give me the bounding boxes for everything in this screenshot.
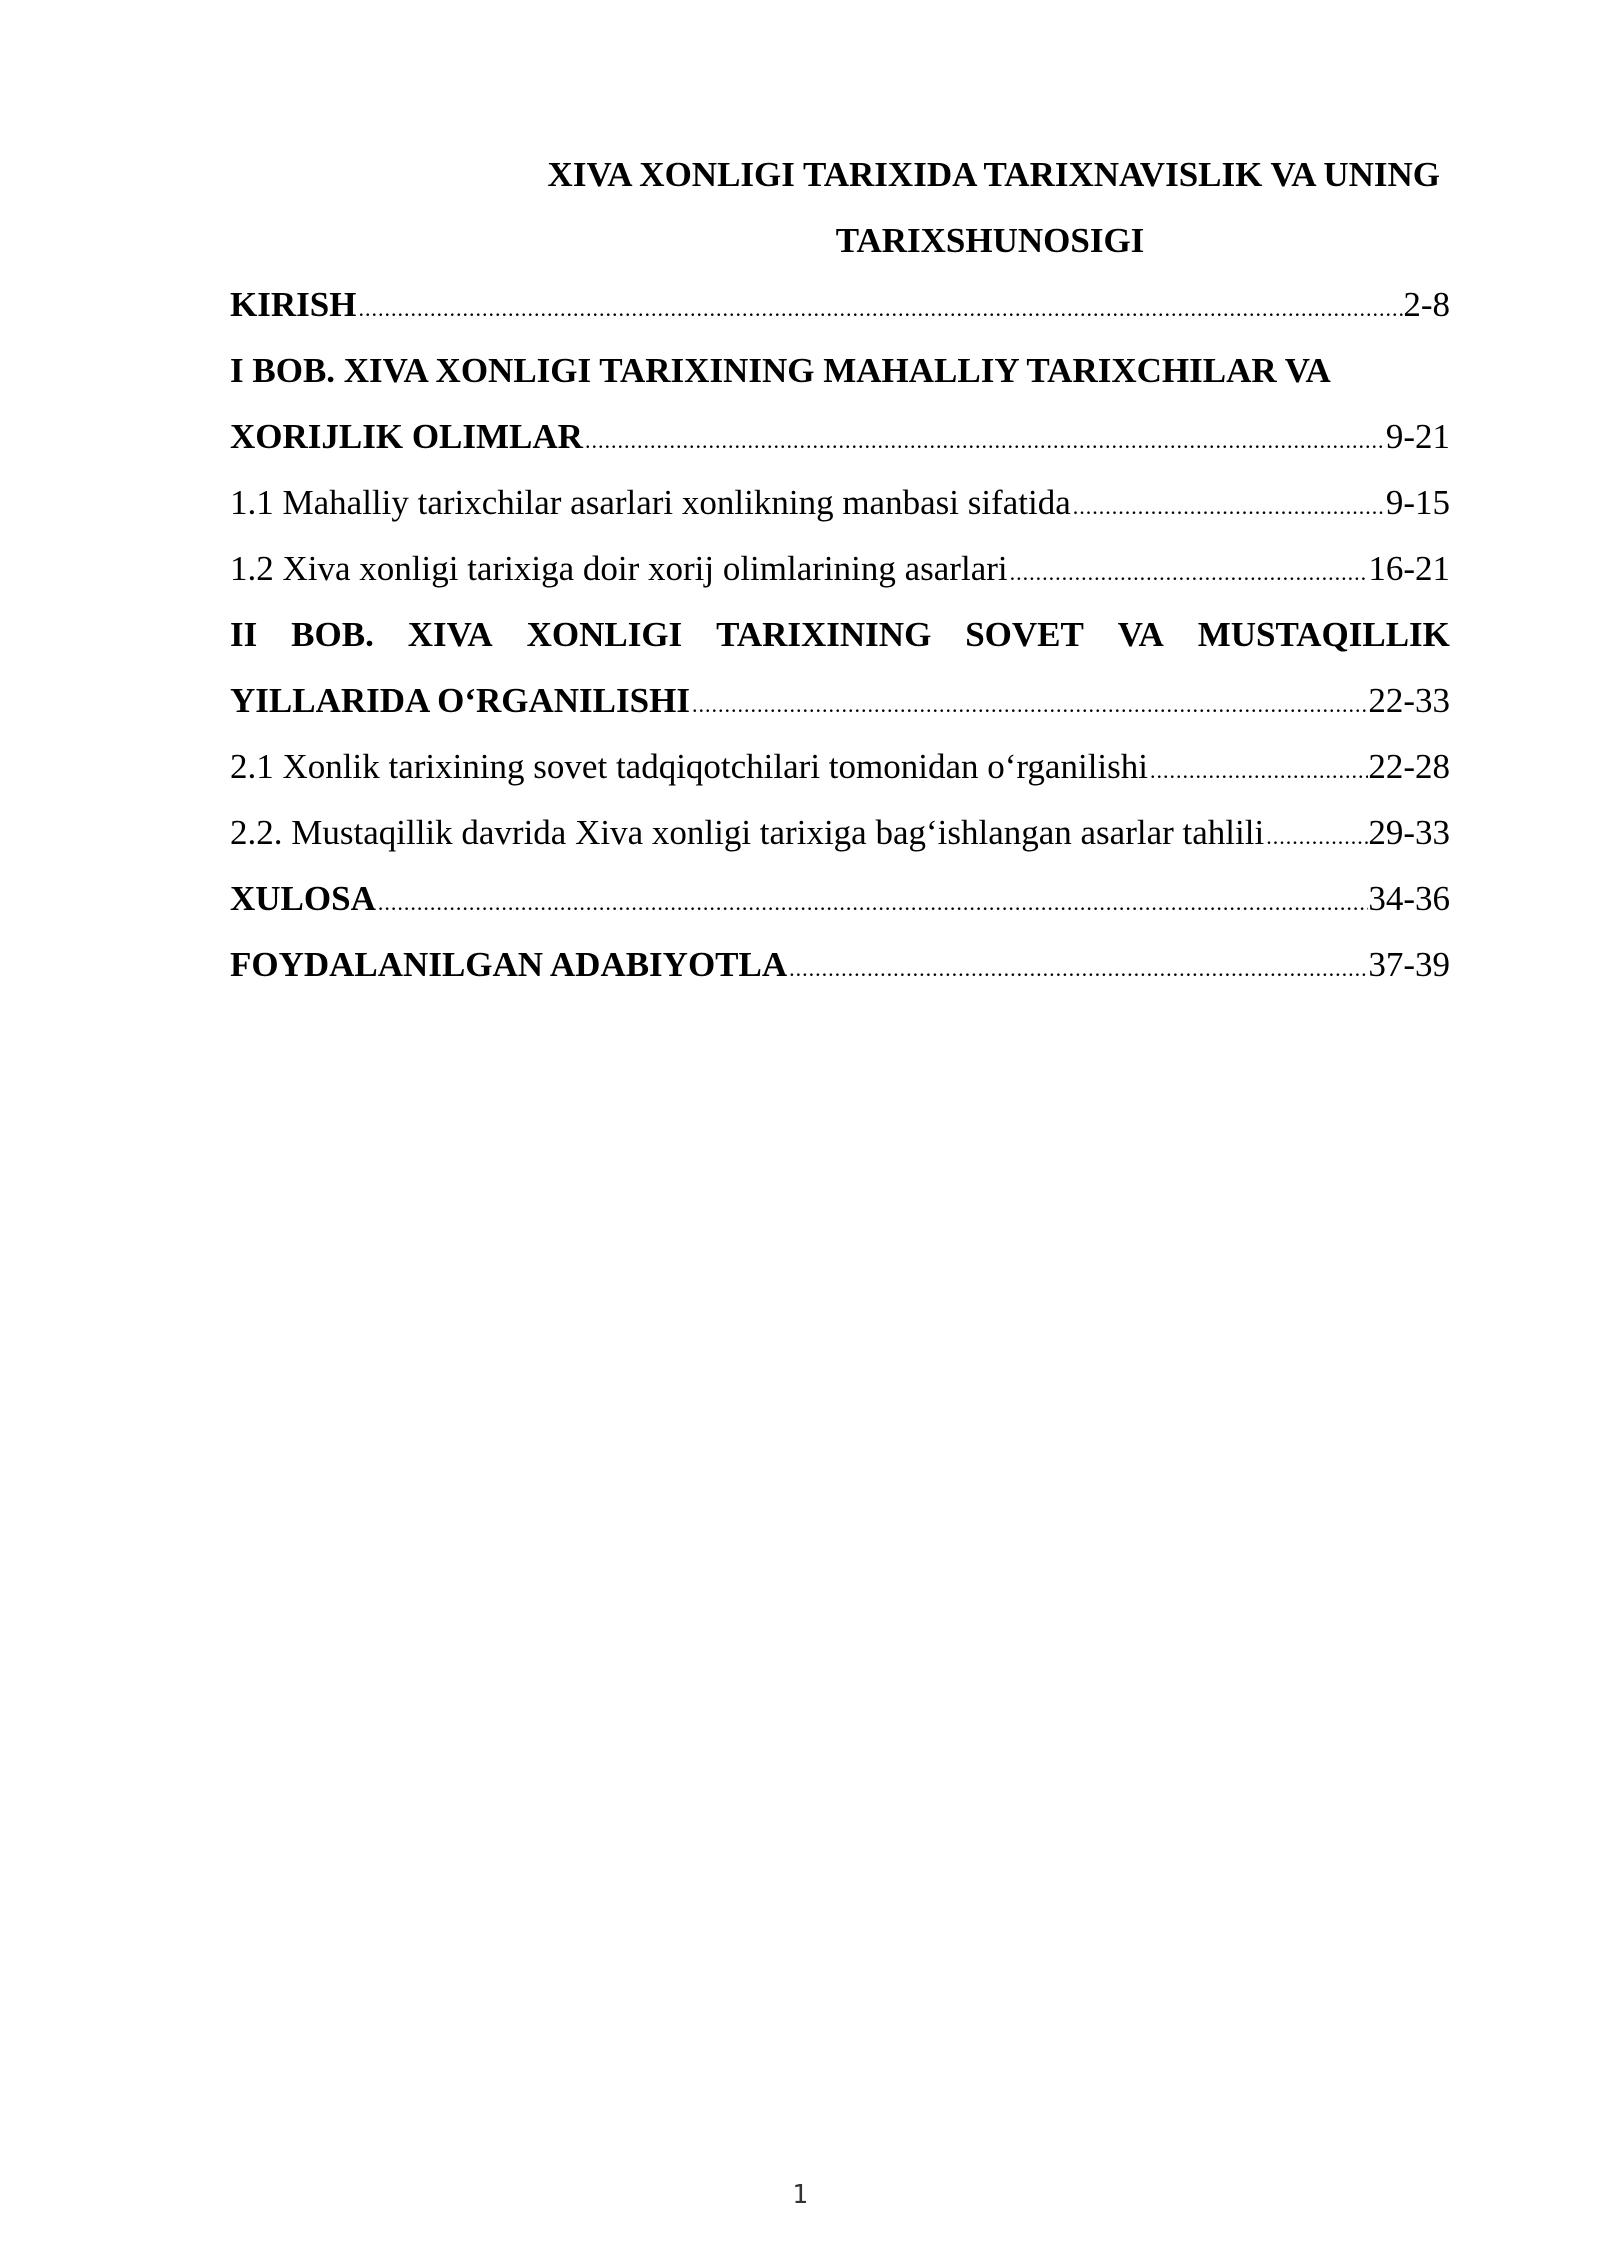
toc-entry-pages: 16-21 (1368, 549, 1450, 588)
toc-entry-title: 1.1 Mahalliy tarixchilar asarlari xonlikning manbasi sifatida (230, 483, 1071, 522)
heading-word: SOVET (965, 615, 1084, 654)
toc-entry-pages: 9-15 (1385, 483, 1450, 522)
heading-word: MUSTAQILLIK (1197, 615, 1450, 654)
toc-entry-pages: 29-33 (1368, 813, 1450, 852)
dot-leader (1008, 540, 1369, 602)
toc-entry-title: 1.2 Xiva xonligi tarixiga doir xorij olimlarining asarlari (230, 549, 1008, 588)
toc-entry-pages: 37-39 (1368, 945, 1450, 984)
dot-leader (1148, 738, 1368, 800)
toc-entry-pages: 22-28 (1368, 747, 1450, 786)
dot-leader (356, 276, 1403, 338)
toc-entry-title: YILLARIDA O‘RGANILISHI (230, 681, 690, 720)
document-title-line-1: XIVA XONLIGI TARIXIDA TARIXNAVISLIK VA UNING (547, 155, 1440, 194)
dot-leader (1264, 804, 1368, 866)
toc-section-2-2 (230, 800, 1450, 866)
dot-leader (787, 936, 1368, 998)
toc-entry-title: KIRISH (230, 285, 357, 324)
dot-leader (1071, 474, 1386, 536)
toc-entry-pages: 9-21 (1385, 417, 1450, 456)
heading-word: BOB. (291, 615, 374, 654)
toc-entry-pages: 2-8 (1403, 285, 1450, 324)
document-title-line-2: TARIXSHUNOSIGI (835, 221, 1145, 260)
toc-entry-title: 2.2. Mustaqillik davrida Xiva xonligi tarixiga bag‘ishlangan asarlar tahlili (230, 813, 1265, 852)
table-of-contents (230, 272, 1450, 998)
heading-word: XIVA (407, 615, 493, 654)
toc-chapter-2-heading-cont (230, 668, 1450, 734)
toc-entry-pages: 34-36 (1368, 879, 1450, 918)
toc-section-2-1 (230, 734, 1450, 800)
heading-word: TARIXINING (716, 615, 932, 654)
toc-chapter-1-heading-cont (230, 404, 1450, 470)
toc-entry-title: XULOSA (230, 879, 376, 918)
toc-entry-kirish (230, 272, 1450, 338)
toc-chapter-2-heading (230, 602, 1450, 668)
heading-word: II (230, 615, 258, 654)
toc-entry-xulosa (230, 866, 1450, 932)
toc-entry-title: I BOB. XIVA XONLIGI TARIXINING MAHALLIY TARIXCHILAR VA (230, 351, 1331, 390)
heading-word: VA (1117, 615, 1164, 654)
toc-entry-title: XORIJLIK OLIMLAR (230, 417, 583, 456)
toc-entry-adabiyotlar (230, 932, 1450, 998)
toc-section-1-2 (230, 536, 1450, 602)
toc-entry-title: 2.1 Xonlik tarixining sovet tadqiqotchilari tomonidan o‘rganilishi (230, 747, 1148, 786)
toc-section-1-1 (230, 470, 1450, 536)
dot-leader (583, 408, 1386, 470)
dot-leader (690, 672, 1368, 734)
toc-chapter-1-heading (230, 338, 1450, 404)
page-number: 1 (792, 2180, 808, 2210)
toc-entry-pages: 22-33 (1368, 681, 1450, 720)
heading-word: XONLIGI (526, 615, 683, 654)
toc-entry-title: FOYDALANILGAN ADABIYOTLA (230, 945, 788, 984)
dot-leader (376, 870, 1368, 932)
